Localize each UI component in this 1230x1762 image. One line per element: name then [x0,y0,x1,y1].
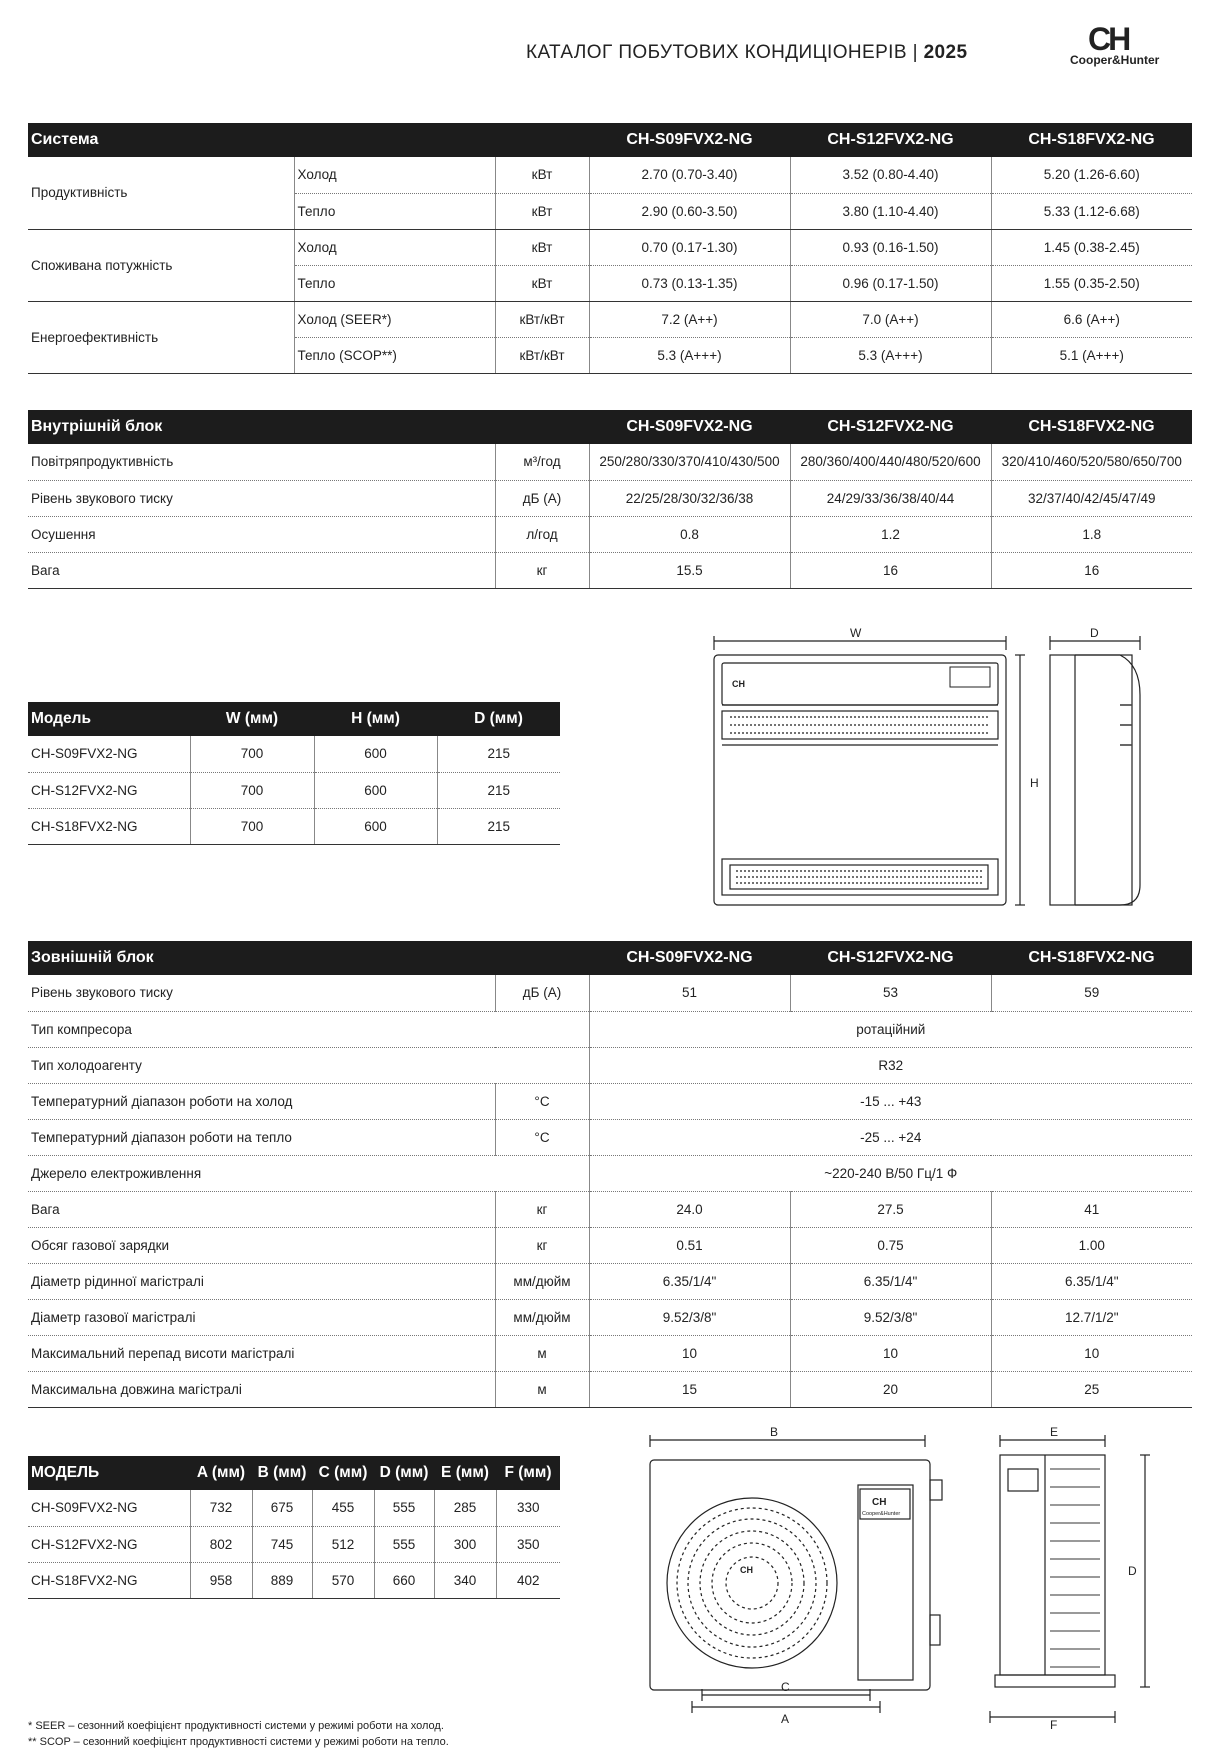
value-cell: 320/410/460/520/580/650/700 [991,444,1192,480]
column-header: F (мм) [496,1456,560,1490]
value-cell: 7.2 (A++) [589,301,790,337]
dimension-cell: 570 [312,1562,374,1598]
unit-logo-text: Cooper&Hunter [862,1511,901,1517]
catalog-title: КАТАЛОГ ПОБУТОВИХ КОНДИЦІОНЕРІВ | [526,42,924,63]
value-cell: 5.3 (A+++) [589,337,790,373]
unit-label: кг [495,1227,589,1263]
dimension-cell: 402 [496,1562,560,1598]
value-cell: 1.55 (0.35-2.50) [991,265,1192,301]
value-cell: 3.80 (1.10-4.40) [790,193,991,229]
indoor-unit-drawing [700,625,1180,915]
row-label: Рівень звукового тиску [28,975,495,1011]
dimension-cell: 802 [190,1526,252,1562]
footnote-scop: ** SCOP – сезонний коефіцієнт продуктивності системи у режимі роботи на тепло. [28,1736,449,1748]
table-row [28,1562,560,1598]
value-cell: 2.70 (0.70-3.40) [589,157,790,193]
value-cell: ~220-240 В/50 Гц/1 Ф [589,1155,1192,1191]
model-header: CH-S09FVX2-NG [589,123,790,157]
row-label: Температурний діапазон роботи на холод [28,1083,495,1119]
row-label: Діаметр газової магістралі [28,1299,495,1335]
value-cell: 5.33 (1.12-6.68) [991,193,1192,229]
logo-text: Cooper&Hunter [1070,53,1160,67]
table-row [28,516,1192,552]
unit-label: м³/год [495,444,589,480]
dim-d-label: D [1090,626,1099,640]
indoor-title: Внутрішній блок [28,410,589,444]
dim-h-label: H [1030,776,1039,790]
table-row [28,1119,1192,1155]
row-label: Рівень звукового тиску [28,480,495,516]
column-header: Модель [28,702,190,736]
table-row [28,1155,1192,1191]
table-row [28,772,560,808]
unit-label: °C [495,1083,589,1119]
dim-w-label: W [850,626,862,640]
unit-label: °C [495,1119,589,1155]
value-cell: 15.5 [589,552,790,588]
outdoor-dimensions-table [28,1456,560,1599]
dimension-cell: 958 [190,1562,252,1598]
row-label: Діаметр рідинної магістралі [28,1263,495,1299]
dimension-cell: 555 [374,1526,434,1562]
dimension-cell: 660 [374,1562,434,1598]
unit-label: кВт [495,229,589,265]
column-header: C (мм) [312,1456,374,1490]
unit-label: кВт/кВт [495,301,589,337]
unit-label: м [495,1371,589,1407]
dimension-cell: 600 [314,736,437,772]
value-cell: 10 [589,1335,790,1371]
value-cell: 5.3 (A+++) [790,337,991,373]
value-cell: 0.73 (0.13-1.35) [589,265,790,301]
brand-logo [1068,20,1198,70]
value-cell: 3.52 (0.80-4.40) [790,157,991,193]
dimension-cell: 340 [434,1562,496,1598]
row-label: Максимальна довжина магістралі [28,1371,495,1407]
row-label: Вага [28,552,495,588]
column-header: E (мм) [434,1456,496,1490]
value-cell: 1.2 [790,516,991,552]
row-label: Тип компресора [28,1011,589,1047]
system-title: Система [28,123,589,157]
model-cell: CH-S18FVX2-NG [28,1562,190,1598]
dimension-cell: 300 [434,1526,496,1562]
model-header: CH-S18FVX2-NG [991,123,1192,157]
value-cell: 9.52/3/8" [589,1299,790,1335]
table-row [28,444,1192,480]
column-header: МОДЕЛЬ [28,1456,190,1490]
unit-label: мм/дюйм [495,1299,589,1335]
dim-f-label: F [1050,1718,1058,1730]
value-cell: 7.0 (A++) [790,301,991,337]
table-row [28,1263,1192,1299]
table-row [28,301,1192,337]
outdoor-title: Зовнішній блок [28,941,589,975]
table-row [28,1191,1192,1227]
unit-label: м [495,1335,589,1371]
table-row [28,736,560,772]
model-header: CH-S12FVX2-NG [790,941,991,975]
unit-logo: CH [872,1497,887,1508]
row-label: Максимальний перепад висоти магістралі [28,1335,495,1371]
mode-label: Холод (SEER*) [294,301,495,337]
unit-label: дБ (А) [495,480,589,516]
column-header: H (мм) [314,702,437,736]
row-label: Вага [28,1191,495,1227]
footnote-seer: * SEER – сезонний коефіцієнт продуктивності системи у режимі роботи на холод. [28,1720,444,1732]
dimension-cell: 700 [190,772,314,808]
model-header: CH-S18FVX2-NG [991,941,1192,975]
outdoor-unit-table [28,941,1192,1408]
table-row [28,1083,1192,1119]
dimension-cell: 350 [496,1526,560,1562]
value-cell: 0.96 (0.17-1.50) [790,265,991,301]
indoor-unit-table [28,410,1192,589]
value-cell: 0.93 (0.16-1.50) [790,229,991,265]
dimension-cell: 889 [252,1562,312,1598]
value-cell: -15 ... +43 [589,1083,1192,1119]
row-label: Енергоефективність [28,301,294,373]
table-row [28,1227,1192,1263]
dimension-cell: 745 [252,1526,312,1562]
value-cell: 5.20 (1.26-6.60) [991,157,1192,193]
table-row [28,480,1192,516]
row-label: Тип холодоагенту [28,1047,589,1083]
indoor-dimensions-table [28,702,560,845]
model-header: CH-S09FVX2-NG [589,410,790,444]
model-header: CH-S12FVX2-NG [790,410,991,444]
system-specs-table [28,123,1192,374]
table-row [28,808,560,844]
value-cell: 10 [991,1335,1192,1371]
dimension-cell: 600 [314,772,437,808]
value-cell: 16 [790,552,991,588]
model-header: CH-S09FVX2-NG [589,941,790,975]
table-row [28,1490,560,1526]
dim-b-label: B [770,1425,779,1439]
row-label: Обсяг газової зарядки [28,1227,495,1263]
value-cell: 250/280/330/370/410/430/500 [589,444,790,480]
value-cell: 24.0 [589,1191,790,1227]
table-row [28,975,1192,1011]
unit-label: кВт/кВт [495,337,589,373]
value-cell: 1.00 [991,1227,1192,1263]
value-cell: 15 [589,1371,790,1407]
dimension-cell: 732 [190,1490,252,1526]
table-row [28,157,1192,193]
model-cell: CH-S09FVX2-NG [28,736,190,772]
dim-a-label: A [781,1712,790,1726]
row-label: Джерело електроживлення [28,1155,589,1191]
fan-logo: CH [740,1565,753,1575]
dimension-cell: 700 [190,736,314,772]
mode-label: Тепло [294,265,495,301]
mode-label: Холод [294,229,495,265]
unit-label: кВт [495,193,589,229]
model-cell: CH-S18FVX2-NG [28,808,190,844]
table-row [28,1047,1192,1083]
dim-e-label: E [1050,1425,1059,1439]
value-cell: 24/29/33/36/38/40/44 [790,480,991,516]
value-cell: 25 [991,1371,1192,1407]
dimension-cell: 512 [312,1526,374,1562]
value-cell: 10 [790,1335,991,1371]
dimension-cell: 455 [312,1490,374,1526]
value-cell: 6.6 (A++) [991,301,1192,337]
unit-label: кВт [495,265,589,301]
column-header: W (мм) [190,702,314,736]
unit-label: кВт [495,157,589,193]
value-cell: 53 [790,975,991,1011]
value-cell: 20 [790,1371,991,1407]
model-cell: CH-S12FVX2-NG [28,1526,190,1562]
column-header: D (мм) [437,702,560,736]
row-label: Повітряпродуктивність [28,444,495,480]
outdoor-unit-drawing [640,1425,1160,1730]
logo-letters: CH [1088,21,1129,57]
dim-c-label: C [781,1680,790,1694]
dimension-cell: 215 [437,736,560,772]
unit-label: дБ (А) [495,975,589,1011]
mode-label: Холод [294,157,495,193]
value-cell: R32 [589,1047,1192,1083]
row-label: Температурний діапазон роботи на тепло [28,1119,495,1155]
value-cell: 0.75 [790,1227,991,1263]
value-cell: 22/25/28/30/32/36/38 [589,480,790,516]
value-cell: 1.8 [991,516,1192,552]
model-cell: CH-S09FVX2-NG [28,1490,190,1526]
value-cell: 6.35/1/4" [991,1263,1192,1299]
dimension-cell: 675 [252,1490,312,1526]
table-row [28,1526,560,1562]
value-cell: 280/360/400/440/480/520/600 [790,444,991,480]
table-row [28,1011,1192,1047]
unit-label: л/год [495,516,589,552]
row-label: Осушення [28,516,495,552]
dimension-cell: 285 [434,1490,496,1526]
dimension-cell: 700 [190,808,314,844]
table-row [28,229,1192,265]
value-cell: ротаційний [589,1011,1192,1047]
dimension-cell: 330 [496,1490,560,1526]
value-cell: -25 ... +24 [589,1119,1192,1155]
model-cell: CH-S12FVX2-NG [28,772,190,808]
value-cell: 12.7/1/2" [991,1299,1192,1335]
dimension-cell: 215 [437,808,560,844]
value-cell: 59 [991,975,1192,1011]
table-row [28,1335,1192,1371]
model-header: CH-S12FVX2-NG [790,123,991,157]
value-cell: 51 [589,975,790,1011]
value-cell: 0.51 [589,1227,790,1263]
value-cell: 32/37/40/42/45/47/49 [991,480,1192,516]
table-row [28,1371,1192,1407]
value-cell: 5.1 (A+++) [991,337,1192,373]
value-cell: 9.52/3/8" [790,1299,991,1335]
value-cell: 0.8 [589,516,790,552]
unit-logo: CH [732,679,745,689]
column-header: D (мм) [374,1456,434,1490]
dim-d-label: D [1128,1564,1137,1578]
row-label: Продуктивність [28,157,294,229]
dimension-cell: 215 [437,772,560,808]
value-cell: 0.70 (0.17-1.30) [589,229,790,265]
value-cell: 16 [991,552,1192,588]
unit-label: кг [495,1191,589,1227]
column-header: A (мм) [190,1456,252,1490]
model-header: CH-S18FVX2-NG [991,410,1192,444]
page-title [526,42,967,64]
unit-label: кг [495,552,589,588]
dimension-cell: 600 [314,808,437,844]
table-row [28,552,1192,588]
value-cell: 2.90 (0.60-3.50) [589,193,790,229]
dimension-cell: 555 [374,1490,434,1526]
value-cell: 6.35/1/4" [790,1263,991,1299]
column-header: B (мм) [252,1456,312,1490]
row-label: Споживана потужність [28,229,294,301]
mode-label: Тепло [294,193,495,229]
mode-label: Тепло (SCOP**) [294,337,495,373]
value-cell: 1.45 (0.38-2.45) [991,229,1192,265]
value-cell: 27.5 [790,1191,991,1227]
table-row [28,1299,1192,1335]
unit-label: мм/дюйм [495,1263,589,1299]
value-cell: 6.35/1/4" [589,1263,790,1299]
catalog-year: 2025 [923,42,968,63]
value-cell: 41 [991,1191,1192,1227]
